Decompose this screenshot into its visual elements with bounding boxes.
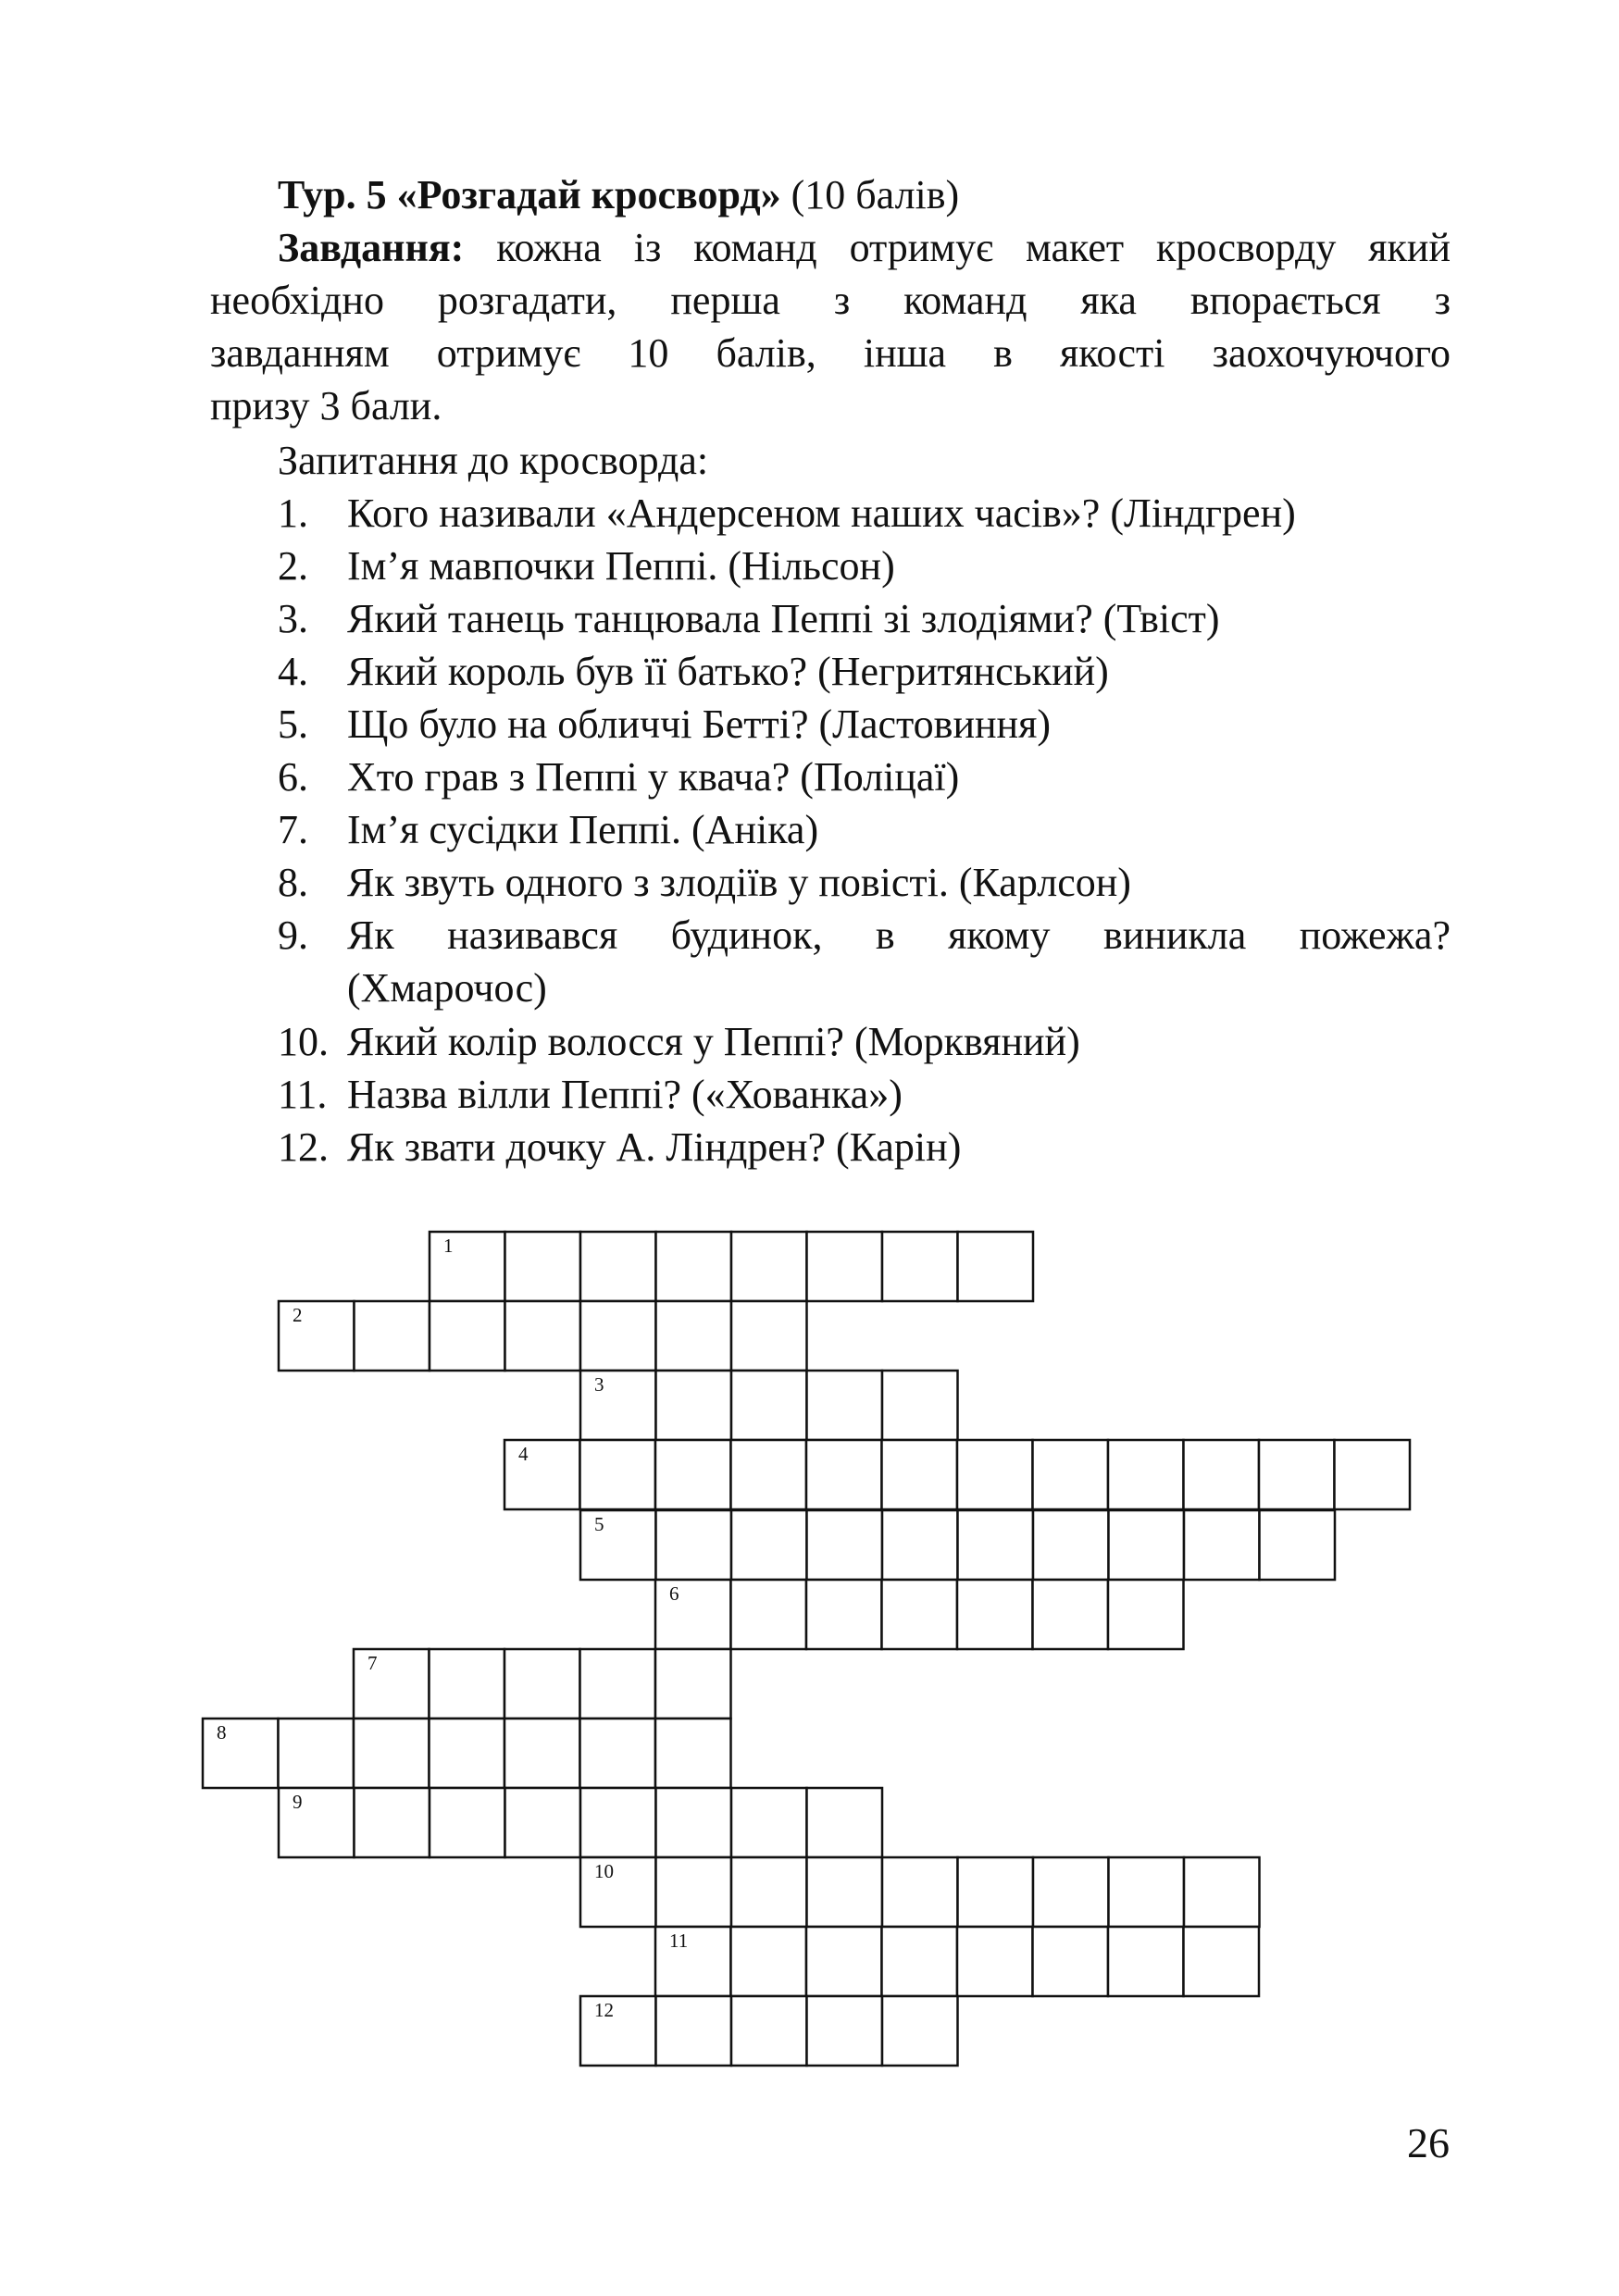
- crossword-cell[interactable]: [1108, 1580, 1184, 1649]
- crossword-cell[interactable]: [882, 1371, 958, 1440]
- crossword-cell[interactable]: [882, 1580, 958, 1649]
- question-text: Хто грав з Пеппі у квача? (Поліцаї): [347, 754, 960, 800]
- crossword-cell[interactable]: [806, 1927, 882, 1996]
- crossword-cell[interactable]: [655, 1649, 731, 1719]
- crossword-row-7: [354, 1649, 731, 1719]
- crossword-cell[interactable]: [807, 1857, 883, 1927]
- question-text: Як звати дочку А. Ліндрен? (Карін): [347, 1124, 962, 1170]
- crossword-cell[interactable]: [655, 1719, 731, 1788]
- crossword-cell[interactable]: [958, 1232, 1034, 1301]
- crossword-clue-number: 3: [594, 1373, 604, 1396]
- crossword-cell[interactable]: [882, 1927, 958, 1996]
- crossword-row-1: [430, 1232, 1033, 1301]
- crossword-cell[interactable]: [731, 1857, 807, 1927]
- question-number: 2.: [278, 543, 308, 589]
- crossword-row-3: [580, 1371, 958, 1440]
- crossword-row-9: [279, 1788, 882, 1857]
- crossword-cell[interactable]: [505, 1232, 581, 1301]
- crossword-cell[interactable]: [655, 1580, 731, 1649]
- crossword-row-10: [580, 1857, 1260, 1927]
- crossword-cell[interactable]: [430, 1649, 505, 1719]
- crossword-cell[interactable]: [580, 1719, 656, 1788]
- crossword-cell[interactable]: [1184, 1857, 1260, 1927]
- crossword-cell[interactable]: [806, 1580, 882, 1649]
- crossword-cell[interactable]: [505, 1301, 581, 1371]
- crossword-cell[interactable]: [580, 1232, 656, 1301]
- question-text: Який танець танцювала Пеппі зі злодіями? (Твіст): [347, 596, 1220, 641]
- crossword-row-2: [279, 1301, 807, 1371]
- crossword-cell[interactable]: [1033, 1510, 1109, 1580]
- crossword-cell[interactable]: [807, 1996, 883, 2066]
- crossword-clue-number: 5: [594, 1513, 604, 1535]
- question-text: Ім’я сусідки Пеппі. (Аніка): [347, 807, 819, 852]
- crossword-cell[interactable]: [656, 1371, 732, 1440]
- crossword-cell[interactable]: [1184, 1440, 1260, 1509]
- crossword-cell[interactable]: [580, 1301, 656, 1371]
- task-label: Завдання:: [278, 225, 465, 270]
- question-text: Ім’я мавпочки Пеппі. (Нільсон): [347, 543, 895, 589]
- crossword-row-12: [580, 1996, 958, 2066]
- question-number: 9.: [278, 912, 308, 958]
- crossword-clue-number: 2: [293, 1304, 303, 1326]
- crossword-cell[interactable]: [882, 1232, 958, 1301]
- crossword-cell[interactable]: [655, 1440, 731, 1509]
- task-line-2: необхідно розгадати, перша з команд яка впорається з: [210, 278, 1451, 323]
- crossword-cell[interactable]: [656, 1232, 732, 1301]
- crossword-cell[interactable]: [1259, 1440, 1335, 1509]
- round-points: (10 балів): [791, 172, 960, 217]
- crossword-cell[interactable]: [580, 1649, 656, 1719]
- crossword-cell[interactable]: [731, 1927, 807, 1996]
- question-number: 6.: [278, 754, 308, 800]
- crossword-row-11: [655, 1927, 1259, 1996]
- question-number: 3.: [278, 596, 308, 641]
- question-text-continued: (Хмарочос): [347, 965, 547, 1011]
- question-number: 12.: [278, 1124, 329, 1170]
- crossword-clue-number: 1: [443, 1235, 454, 1257]
- crossword-cell[interactable]: [882, 1440, 958, 1509]
- question-number: 5.: [278, 701, 308, 747]
- crossword-cell[interactable]: [1033, 1580, 1109, 1649]
- crossword-cell[interactable]: [807, 1510, 883, 1580]
- task-text-1: кожна із команд отримує макет кросворду який: [496, 225, 1451, 270]
- crossword-cell[interactable]: [430, 1232, 505, 1301]
- crossword-cell[interactable]: [504, 1719, 580, 1788]
- question-text: Що було на обличчі Бетті? (Ластовиння): [347, 701, 1051, 747]
- crossword-cell[interactable]: [957, 1580, 1033, 1649]
- question-text: Який колір волосся у Пеппі? (Морквяний): [347, 1019, 1080, 1064]
- crossword-cell[interactable]: [807, 1371, 883, 1440]
- crossword-cell[interactable]: [1184, 1510, 1260, 1580]
- crossword-cell[interactable]: [656, 1788, 732, 1857]
- crossword-cell[interactable]: [1109, 1857, 1185, 1927]
- questions-intro: Запитання до кросворда:: [278, 438, 709, 483]
- crossword-cell[interactable]: [1109, 1510, 1185, 1580]
- question-number: 4.: [278, 649, 308, 694]
- crossword-cell[interactable]: [354, 1649, 430, 1719]
- crossword-cell[interactable]: [656, 1857, 732, 1927]
- crossword-cell[interactable]: [958, 1510, 1034, 1580]
- question-number: 7.: [278, 807, 308, 852]
- question-number: 10.: [278, 1019, 329, 1064]
- crossword-cell[interactable]: [807, 1788, 883, 1857]
- crossword-cell[interactable]: [656, 1301, 732, 1371]
- crossword-clue-number: 12: [594, 1999, 614, 2021]
- task-line-3: завданням отримує 10 балів, інша в якості заохочуючого: [210, 330, 1451, 376]
- crossword-cell[interactable]: [957, 1927, 1033, 1996]
- crossword-cell[interactable]: [580, 1788, 656, 1857]
- crossword-cell[interactable]: [656, 1510, 732, 1580]
- crossword-cell[interactable]: [1108, 1927, 1184, 1996]
- question-text: Як звуть одного з злодіїв у повісті. (Карлсон): [347, 860, 1131, 905]
- crossword-cell[interactable]: [355, 1301, 430, 1371]
- crossword-cell[interactable]: [806, 1440, 882, 1509]
- round-title: Тур. 5 «Розгадай кросворд»: [278, 172, 781, 217]
- crossword-cell[interactable]: [731, 1580, 807, 1649]
- crossword-row-8: [203, 1719, 731, 1788]
- crossword-clue-number: 8: [217, 1721, 227, 1744]
- crossword-cell[interactable]: [580, 1371, 656, 1440]
- crossword-cell[interactable]: [504, 1649, 580, 1719]
- question-text: Який король був її батько? (Негритянський): [347, 649, 1109, 694]
- crossword-cell[interactable]: [354, 1719, 430, 1788]
- question-text: Кого називали «Андерсеном наших часів»? (Ліндгрен): [347, 490, 1296, 536]
- crossword-cell[interactable]: [1108, 1440, 1184, 1509]
- crossword-clue-number: 10: [594, 1860, 614, 1882]
- crossword-cell[interactable]: [731, 1301, 807, 1371]
- question-number: 11.: [278, 1072, 328, 1117]
- crossword-cell[interactable]: [580, 1996, 656, 2066]
- crossword-cell[interactable]: [882, 1510, 958, 1580]
- crossword-cell[interactable]: [656, 1996, 732, 2066]
- crossword-cell[interactable]: [430, 1301, 505, 1371]
- crossword-row-5: [580, 1510, 1335, 1580]
- crossword-cell[interactable]: [1184, 1927, 1260, 1996]
- crossword-cell[interactable]: [1033, 1440, 1109, 1509]
- crossword-cell[interactable]: [731, 1232, 807, 1301]
- task-line-4: призу 3 бали.: [210, 383, 442, 428]
- crossword-cell[interactable]: [1335, 1440, 1411, 1509]
- question-text: Назва вілли Пеппі? («Хованка»): [347, 1072, 903, 1117]
- crossword-clue-number: 4: [518, 1443, 529, 1465]
- crossword-cell[interactable]: [958, 1857, 1034, 1927]
- crossword-cell[interactable]: [1260, 1510, 1336, 1580]
- crossword-cell[interactable]: [882, 1857, 958, 1927]
- crossword-row-4: [504, 1440, 1410, 1509]
- crossword-cell[interactable]: [279, 1788, 355, 1857]
- question-number: 1.: [278, 490, 308, 536]
- crossword-clue-number: 11: [669, 1930, 689, 1952]
- crossword-cell[interactable]: [882, 1996, 958, 2066]
- crossword-cell[interactable]: [731, 1996, 807, 2066]
- crossword-cell[interactable]: [580, 1440, 656, 1509]
- crossword-cell[interactable]: [279, 1719, 355, 1788]
- crossword-cell[interactable]: [807, 1232, 883, 1301]
- crossword-clue-number: 9: [293, 1791, 303, 1813]
- crossword-cell[interactable]: [580, 1510, 656, 1580]
- crossword-cell[interactable]: [430, 1788, 505, 1857]
- crossword-cell[interactable]: [504, 1440, 580, 1509]
- crossword-cell[interactable]: [1033, 1927, 1109, 1996]
- question-number: 8.: [278, 860, 308, 905]
- crossword-cell[interactable]: [731, 1788, 807, 1857]
- crossword-cell[interactable]: [505, 1788, 581, 1857]
- crossword-cell[interactable]: [430, 1719, 505, 1788]
- question-text: Як називався будинок, в якому виникла пожежа?: [347, 912, 1451, 958]
- crossword-cell[interactable]: [203, 1719, 279, 1788]
- crossword-cell[interactable]: [355, 1788, 430, 1857]
- page-number: 26: [1407, 2119, 1450, 2166]
- crossword-cell[interactable]: [580, 1857, 656, 1927]
- crossword-clue-number: 6: [669, 1582, 679, 1605]
- crossword-cell[interactable]: [279, 1301, 355, 1371]
- crossword-cell[interactable]: [655, 1927, 731, 1996]
- crossword-cell[interactable]: [731, 1371, 807, 1440]
- crossword-row-6: [655, 1580, 1184, 1649]
- crossword-cell[interactable]: [957, 1440, 1033, 1509]
- crossword-cell[interactable]: [1033, 1857, 1109, 1927]
- crossword-cell[interactable]: [731, 1440, 807, 1509]
- crossword-cell[interactable]: [731, 1510, 807, 1580]
- crossword-clue-number: 7: [367, 1652, 378, 1674]
